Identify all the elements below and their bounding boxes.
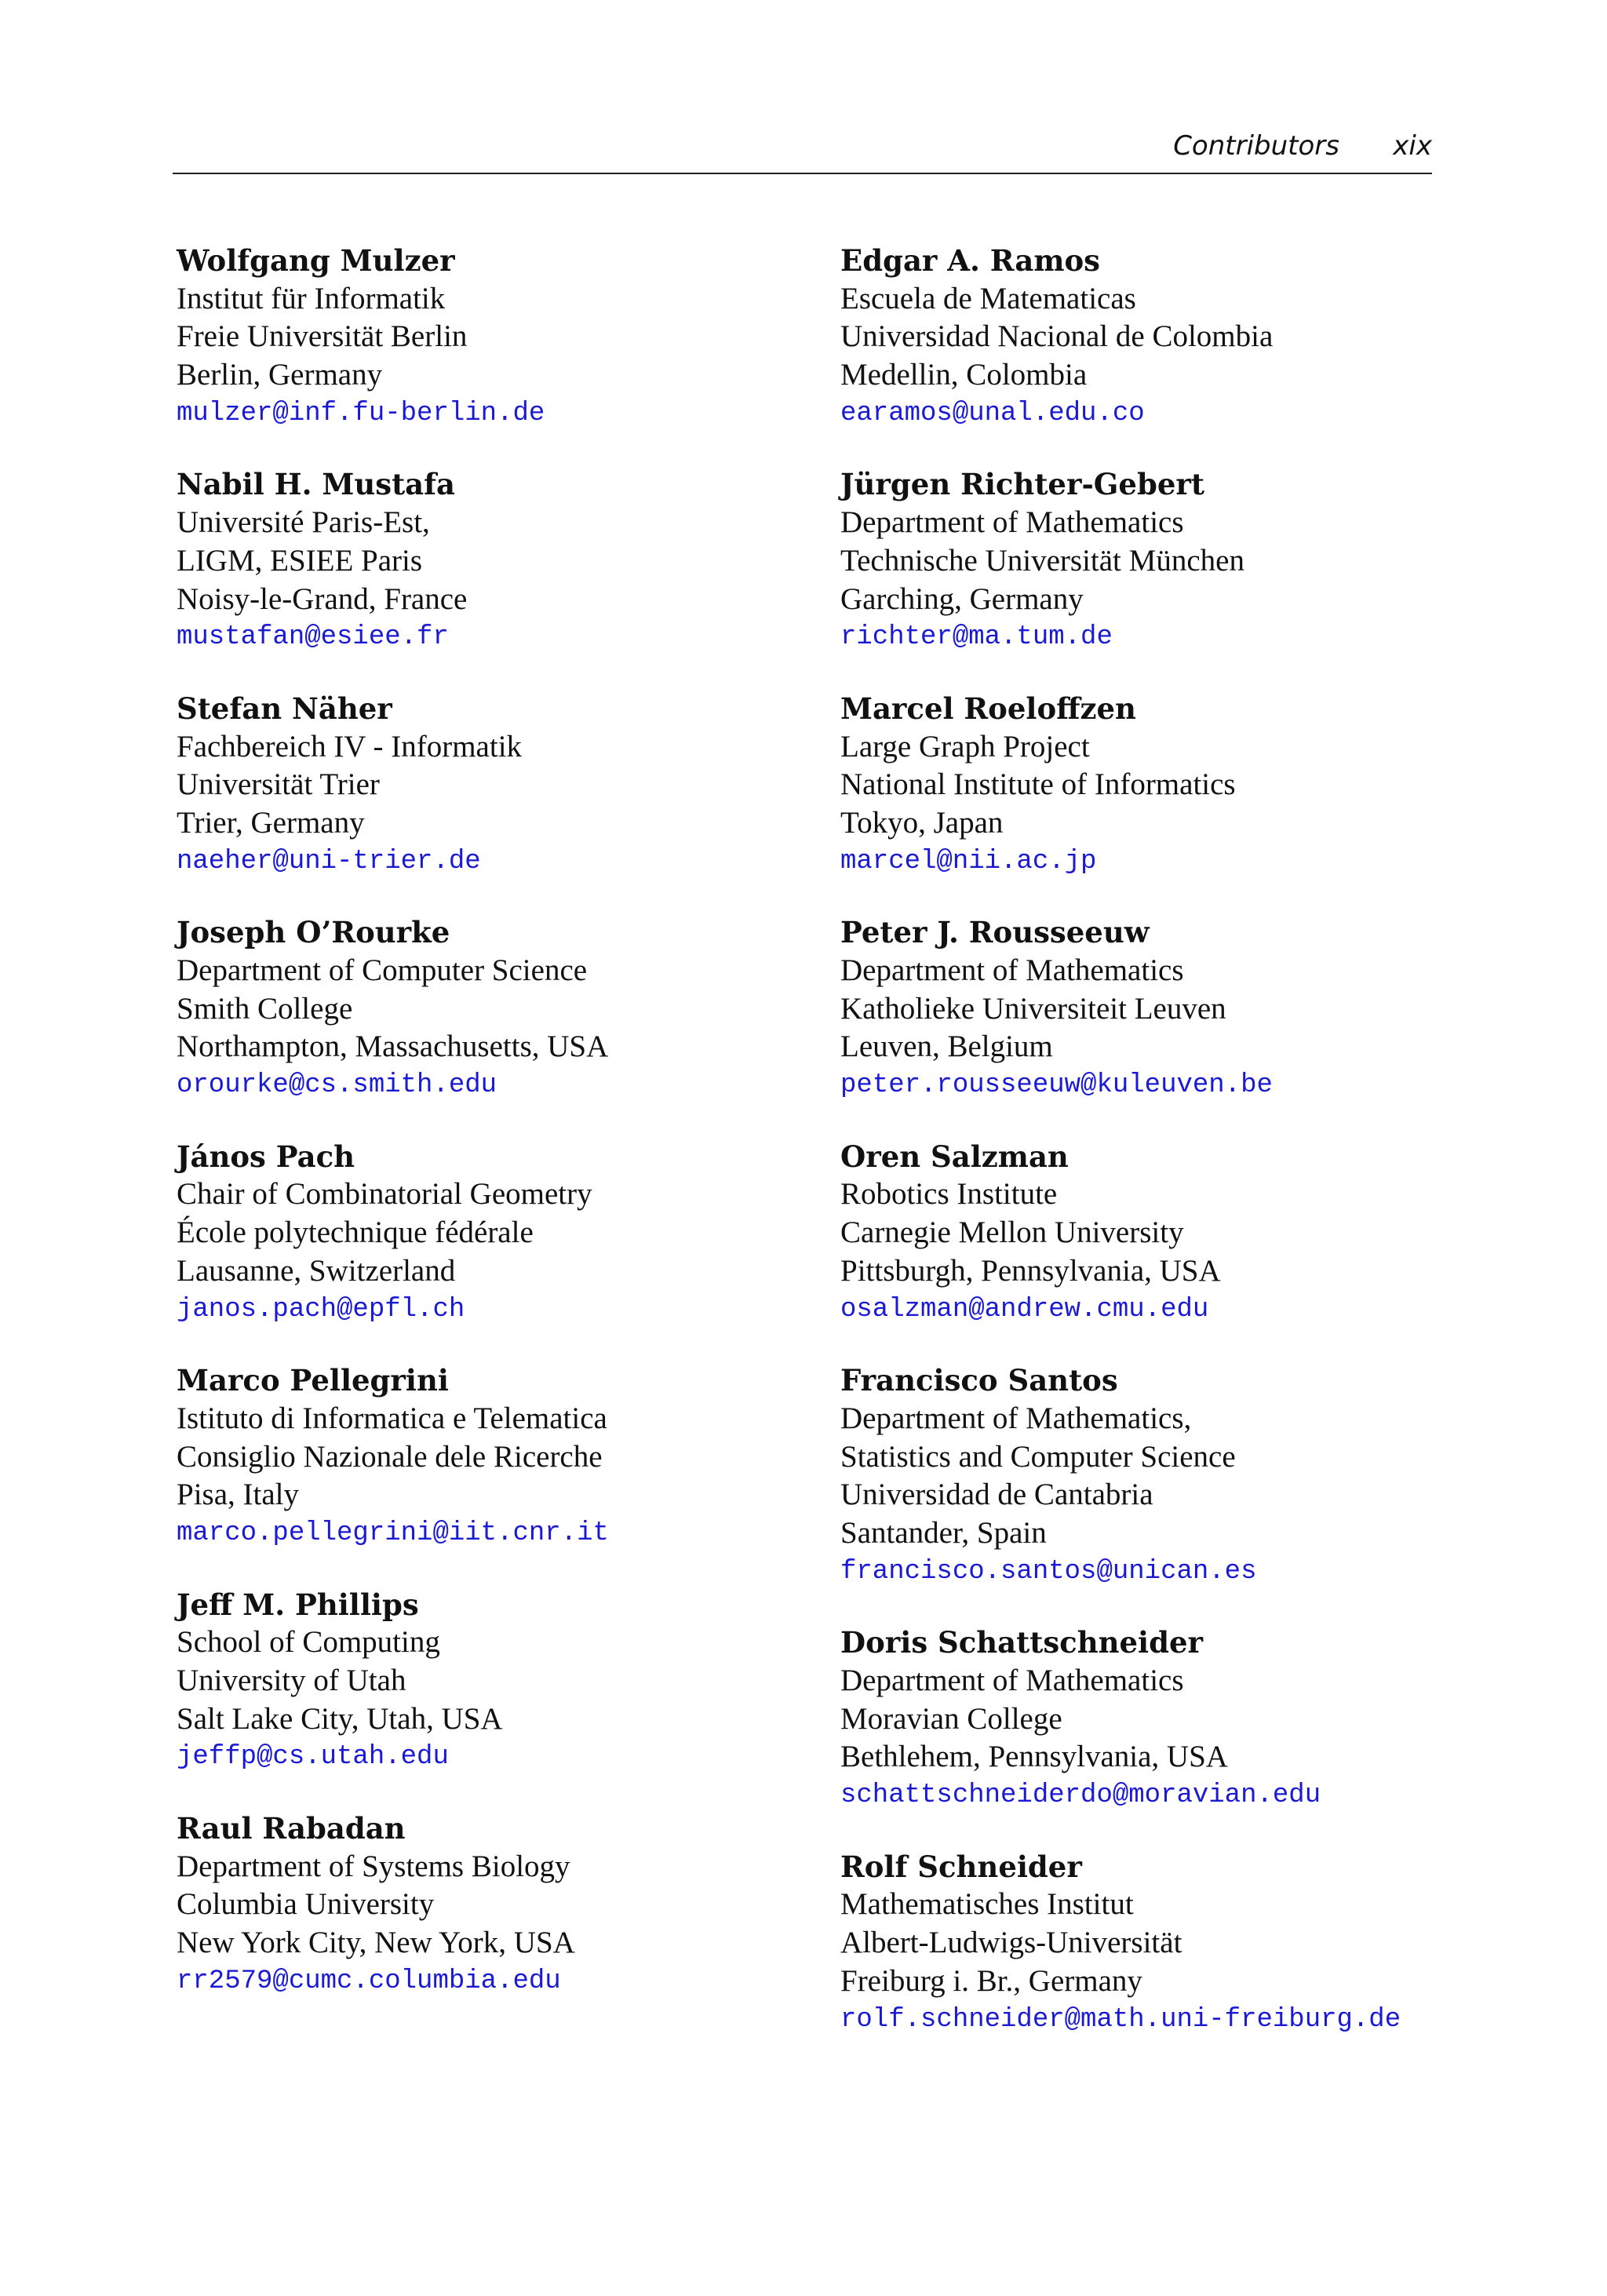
contributor-entry (177, 1361, 820, 1552)
contributor-name: Francisco Santos (840, 1363, 1118, 1398)
affiliation-line: Pittsburgh, Pennsylvania, USA (840, 1253, 1221, 1288)
contributor-email-link[interactable]: francisco.santos@unican.es (840, 1556, 1257, 1587)
contributor-name: Peter J. Rousseeuw (840, 915, 1150, 950)
affiliation-line: Istituto di Informatica e Telematica (177, 1401, 607, 1435)
affiliation-line: Freie Universität Berlin (177, 319, 468, 354)
affiliation-line: National Institute of Informatics (840, 767, 1236, 802)
affiliation-line: Université Paris-Est, (177, 505, 430, 540)
affiliation-line: Escuela de Matematicas (840, 281, 1136, 315)
contributor-email-link[interactable]: rr2579@cumc.columbia.edu (177, 1966, 561, 1996)
affiliation-line: Medellin, Colombia (840, 358, 1088, 392)
affiliation-line: Institut für Informatik (177, 281, 446, 315)
affiliation-line: Northampton, Massachusetts, USA (177, 1030, 609, 1064)
contributor-email-link[interactable]: mustafan@esiee.fr (177, 622, 449, 653)
contributor-entry (840, 1848, 1452, 2039)
contributor-entry (840, 465, 1452, 656)
left-column (177, 242, 820, 2034)
affiliation-line: Universidad Nacional de Colombia (840, 319, 1274, 354)
affiliation-line: Department of Mathematics (840, 505, 1184, 540)
contributor-entry (840, 913, 1452, 1104)
affiliation-line: Trier, Germany (177, 805, 365, 840)
contributor-entry (177, 465, 820, 656)
affiliation-line: Department of Mathematics (840, 953, 1184, 987)
right-column (840, 242, 1452, 2072)
affiliation-line: Katholieke Universiteit Leuven (840, 991, 1226, 1026)
contributor-entry (840, 242, 1452, 432)
affiliation-line: Universität Trier (177, 767, 380, 802)
affiliation-line: Freiburg i. Br., Germany (840, 1963, 1142, 1998)
affiliation-line: University of Utah (177, 1664, 406, 1697)
contributor-name: Oren Salzman (840, 1139, 1069, 1174)
contributor-name: Jeff M. Phillips (177, 1587, 419, 1622)
page-number: xix (1393, 130, 1432, 162)
contributor-entry (177, 1809, 820, 2000)
affiliation-line: Chair of Combinatorial Geometry (177, 1177, 592, 1212)
affiliation-line: Department of Systems Biology (177, 1849, 570, 1883)
affiliation-line: Technische Universität München (840, 543, 1244, 578)
affiliation-line: Noisy-le-Grand, France (177, 581, 468, 616)
contributor-entry (177, 1138, 820, 1328)
affiliation-line: Salt Lake City, Utah, USA (177, 1701, 503, 1736)
contributor-entry (840, 1361, 1452, 1591)
contributor-email-link[interactable]: richter@ma.tum.de (840, 622, 1113, 653)
contributor-email-link[interactable]: marcel@nii.ac.jp (840, 846, 1097, 876)
affiliation-line: Mathematisches Institut (840, 1887, 1134, 1922)
affiliation-line: Lausanne, Switzerland (177, 1253, 456, 1288)
contributor-name: Jürgen Richter-Gebert (840, 467, 1204, 502)
affiliation-line: École polytechnique fédérale (177, 1215, 534, 1250)
contributor-entry (840, 1138, 1452, 1328)
contributor-name: Doris Schattschneider (840, 1625, 1203, 1660)
contributor-name: Raul Rabadan (177, 1811, 406, 1846)
contributor-entry (177, 1586, 820, 1777)
affiliation-line: Tokyo, Japan (840, 805, 1004, 840)
running-header-title: Contributors (1173, 130, 1339, 162)
running-header (173, 126, 1432, 174)
contributor-entry (840, 690, 1452, 880)
contributor-name: Joseph O’Rourke (177, 915, 450, 950)
affiliation-line: Pisa, Italy (177, 1478, 299, 1512)
affiliation-line: Berlin, Germany (177, 358, 383, 392)
affiliation-line: LIGM, ESIEE Paris (177, 543, 423, 578)
affiliation-line: Department of Computer Science (177, 953, 588, 987)
affiliation-line: Robotics Institute (840, 1177, 1058, 1212)
affiliation-line: Consiglio Nazionale dele Ricerche (177, 1439, 603, 1474)
affiliation-line: Santander, Spain (840, 1515, 1047, 1550)
contributor-email-link[interactable]: earamos@unal.edu.co (840, 398, 1145, 428)
contributor-email-link[interactable]: janos.pach@epfl.ch (177, 1294, 465, 1325)
affiliation-line: Smith College (177, 991, 353, 1026)
contributor-entry (177, 913, 820, 1104)
contributor-email-link[interactable]: peter.rousseeuw@kuleuven.be (840, 1070, 1273, 1101)
affiliation-line: Garching, Germany (840, 581, 1084, 616)
affiliation-line: Universidad de Cantabria (840, 1478, 1153, 1512)
contributor-name: Rolf Schneider (840, 1849, 1082, 1884)
contributor-entry (840, 1624, 1452, 1814)
affiliation-line: Department of Mathematics (840, 1664, 1184, 1697)
affiliation-line: Statistics and Computer Science (840, 1439, 1236, 1474)
contributor-entry (177, 690, 820, 880)
contributor-email-link[interactable]: orourke@cs.smith.edu (177, 1070, 497, 1101)
affiliation-line: Columbia University (177, 1887, 435, 1922)
contributor-email-link[interactable]: marco.pellegrini@iit.cnr.it (177, 1518, 609, 1548)
affiliation-line: Moravian College (840, 1701, 1062, 1736)
contributor-name: Edgar A. Ramos (840, 243, 1100, 278)
affiliation-line: School of Computing (177, 1625, 440, 1660)
contributor-email-link[interactable]: naeher@uni-trier.de (177, 846, 481, 876)
contributor-email-link[interactable]: osalzman@andrew.cmu.edu (840, 1294, 1209, 1325)
affiliation-line: New York City, New York, USA (177, 1926, 575, 1960)
contributor-name: Wolfgang Mulzer (177, 243, 455, 278)
contributor-name: Stefan Näher (177, 691, 392, 726)
affiliation-line: Department of Mathematics, (840, 1401, 1192, 1435)
affiliation-line: Bethlehem, Pennsylvania, USA (840, 1740, 1228, 1774)
contributor-email-link[interactable]: schattschneiderdo@moravian.edu (840, 1780, 1321, 1811)
affiliation-line: Fachbereich IV - Informatik (177, 729, 523, 764)
contributor-entry (177, 242, 820, 432)
contributor-name: Marco Pellegrini (177, 1363, 449, 1398)
affiliation-line: Albert-Ludwigs-Universität (840, 1926, 1182, 1960)
contributor-email-link[interactable]: jeffp@cs.utah.edu (177, 1742, 449, 1773)
contributor-name: Marcel Roeloffzen (840, 691, 1136, 726)
affiliation-line: Carnegie Mellon University (840, 1215, 1184, 1250)
contributor-name: János Pach (177, 1139, 355, 1174)
contributor-name: Nabil H. Mustafa (177, 467, 456, 502)
contributor-email-link[interactable]: rolf.schneider@math.uni-freiburg.de (840, 2004, 1401, 2035)
affiliation-line: Leuven, Belgium (840, 1030, 1053, 1064)
affiliation-line: Large Graph Project (840, 729, 1090, 764)
contributor-email-link[interactable]: mulzer@inf.fu-berlin.de (177, 398, 545, 428)
